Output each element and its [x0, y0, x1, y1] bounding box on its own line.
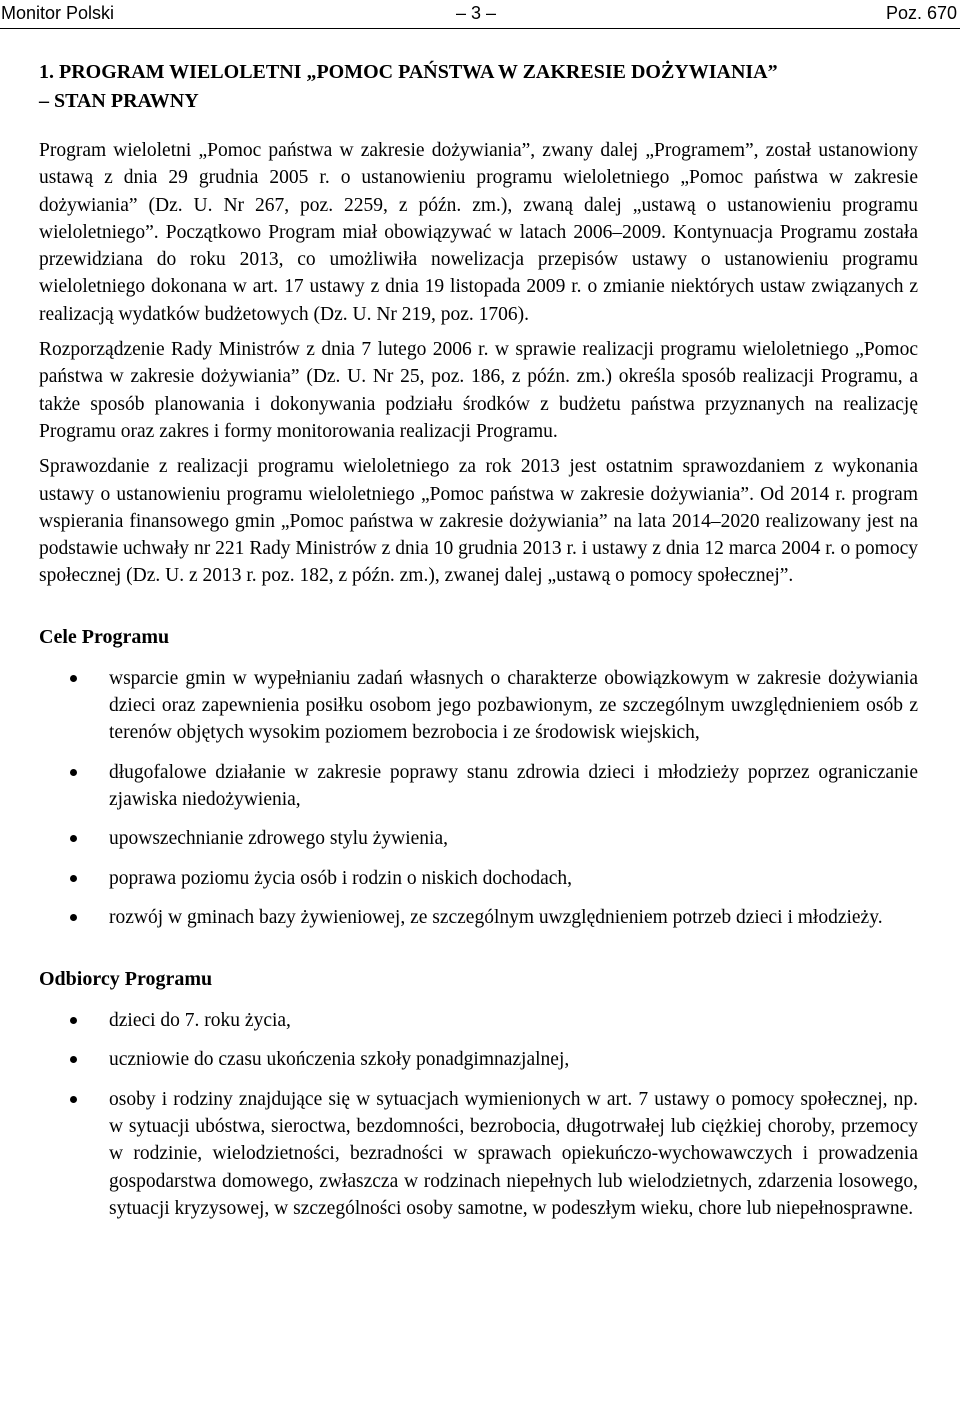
- bullet-icon: [70, 675, 77, 682]
- bullet-icon: [70, 1017, 77, 1024]
- list-item: [39, 1046, 918, 1073]
- list-item: [39, 1007, 918, 1034]
- paragraph-report: Sprawozdanie z realizacji programu wieloletniego za rok 2013 jest ostatnim sprawozdaniem z wykonania ustawy o ustanowieniu programu wieloletniego „Pomoc państwa w zakresie dożywiania”. Od 2014 r. program wspierania finansowego gmin „Pomoc państwa w zakresie dożywiania” na lata 2014–2020 realizowany jest na podstawie uchwały nr 221 Rady Ministrów z dnia 10 grudnia 2013 r. i ustawy z dnia 12 marca 2004 r. o pomocy społecznej (Dz. U. z 2013 r. poz. 182, z późn. zm.), zwanej dalej „ustawą o pomocy społecznej”.: [39, 456, 918, 587]
- bullet-icon: [70, 1096, 77, 1103]
- bullet-icon: [70, 875, 77, 882]
- list-item-text: rozwój w gminach bazy żywieniowej, ze szczególnym uwzględnieniem potrzeb dzieci i młodzieży.: [109, 906, 883, 928]
- page-number: – 3 –: [456, 3, 497, 23]
- list-item: [39, 759, 918, 814]
- list-item: [39, 904, 918, 931]
- section-title-line-2: – STAN PRAWNY: [39, 90, 199, 112]
- bullet-icon: [70, 769, 77, 776]
- recipients-list: [39, 1007, 918, 1222]
- bullet-icon: [70, 914, 77, 921]
- recipients-heading: Odbiorcy Programu: [39, 968, 213, 991]
- list-item-text: długofalowe działanie w zakresie poprawy stanu zdrowia dzieci i młodzieży poprzez ograniczanie zjawiska niedożywienia,: [109, 761, 918, 810]
- list-item: [39, 865, 918, 892]
- goals-heading: Cele Programu: [39, 625, 170, 648]
- list-item-text: upowszechnianie zdrowego stylu żywienia,: [109, 828, 448, 850]
- list-item: [39, 825, 918, 852]
- section-title: [39, 58, 918, 116]
- list-item: [39, 665, 918, 747]
- list-item-text: uczniowie do czasu ukończenia szkoły ponadgimnazjalnej,: [109, 1049, 570, 1071]
- page-header: [0, 0, 960, 29]
- bullet-icon: [70, 1056, 77, 1063]
- list-item: [39, 1086, 918, 1222]
- list-item-text: wsparcie gmin w wypełnianiu zadań własnych o charakterze obowiązkowym w zakresie dożywiania dzieci oraz zapewnienia posiłku osobom jego pozbawionym, ze szczególnym uwzględnieniem osób z terenów objętych wysokim poziomem bezrobocia i ze środowisk wiejskich,: [109, 667, 918, 744]
- list-item-text: osoby i rodziny znajdujące się w sytuacjach wymienionych w art. 7 ustawy o pomocy społecznej, np. w sytuacji ubóstwa, sieroctwa, bezdomności, bezrobocia, długotrwałej lub ciężkiej choroby, przemocy w rodzinie, wielodzietności, bezradności w sprawach opiekuńczo-wychowawczych i prowadzenia gospodarstwa domowego, zwłaszcza w rodzinach niepełnych lub wielodzietnych, zdarzenia losowego, sytuacji kryzysowej, w szczególności osoby samotne, w podeszłym wieku, chore lub niepełnosprawne.: [109, 1088, 918, 1219]
- goals-list: [39, 665, 918, 931]
- paragraph-legal-basis: Program wieloletni „Pomoc państwa w zakresie dożywiania”, zwany dalej „Programem”, został ustanowiony ustawą z dnia 29 grudnia 2005 r. o ustanowieniu programu wieloletniego „Pomoc państwa w zakresie dożywiania” (Dz. U. Nr 267, poz. 2259, z późn. zm.), zwaną dalej „ustawą o ustanowieniu programu wieloletniego”. Początkowo Program miał obowiązywać w latach 2006–2009. Kontynuacja Programu została przewidziana do roku 2013, co umożliwiła nowelizacja przepisów ustawy o ustanowieniu programu wieloletniego dokonana w art. 17 ustawy z dnia 19 listopada 2009 r. o zmianie niektórych ustaw związanych z realizacją wydatków budżetowych (Dz. U. Nr 219, poz. 1706).: [39, 140, 918, 325]
- position-number: Poz. 670: [885, 3, 957, 23]
- section-title-line-1: 1. PROGRAM WIELOLETNI „POMOC PAŃSTWA W ZAKRESIE DOŻYWIANIA”: [39, 61, 778, 83]
- list-item-text: dzieci do 7. roku życia,: [109, 1010, 291, 1032]
- bullet-icon: [70, 835, 77, 842]
- paragraph-regulation: Rozporządzenie Rady Ministrów z dnia 7 lutego 2006 r. w sprawie realizacji programu wieloletniego „Pomoc państwa w zakresie dożywiania” (Dz. U. Nr 25, poz. 186, z późn. zm.) określa sposób realizacji Programu, a także sposób planowania i dokonywania podziału środków z budżetu państwa przyznanych na realizację Programu oraz zakres i formy monitorowania realizacji Programu.: [39, 339, 918, 442]
- list-item-text: poprawa poziomu życia osób i rodzin o niskich dochodach,: [109, 867, 573, 889]
- journal-name: Monitor Polski: [1, 3, 115, 23]
- document-body: [39, 58, 918, 1234]
